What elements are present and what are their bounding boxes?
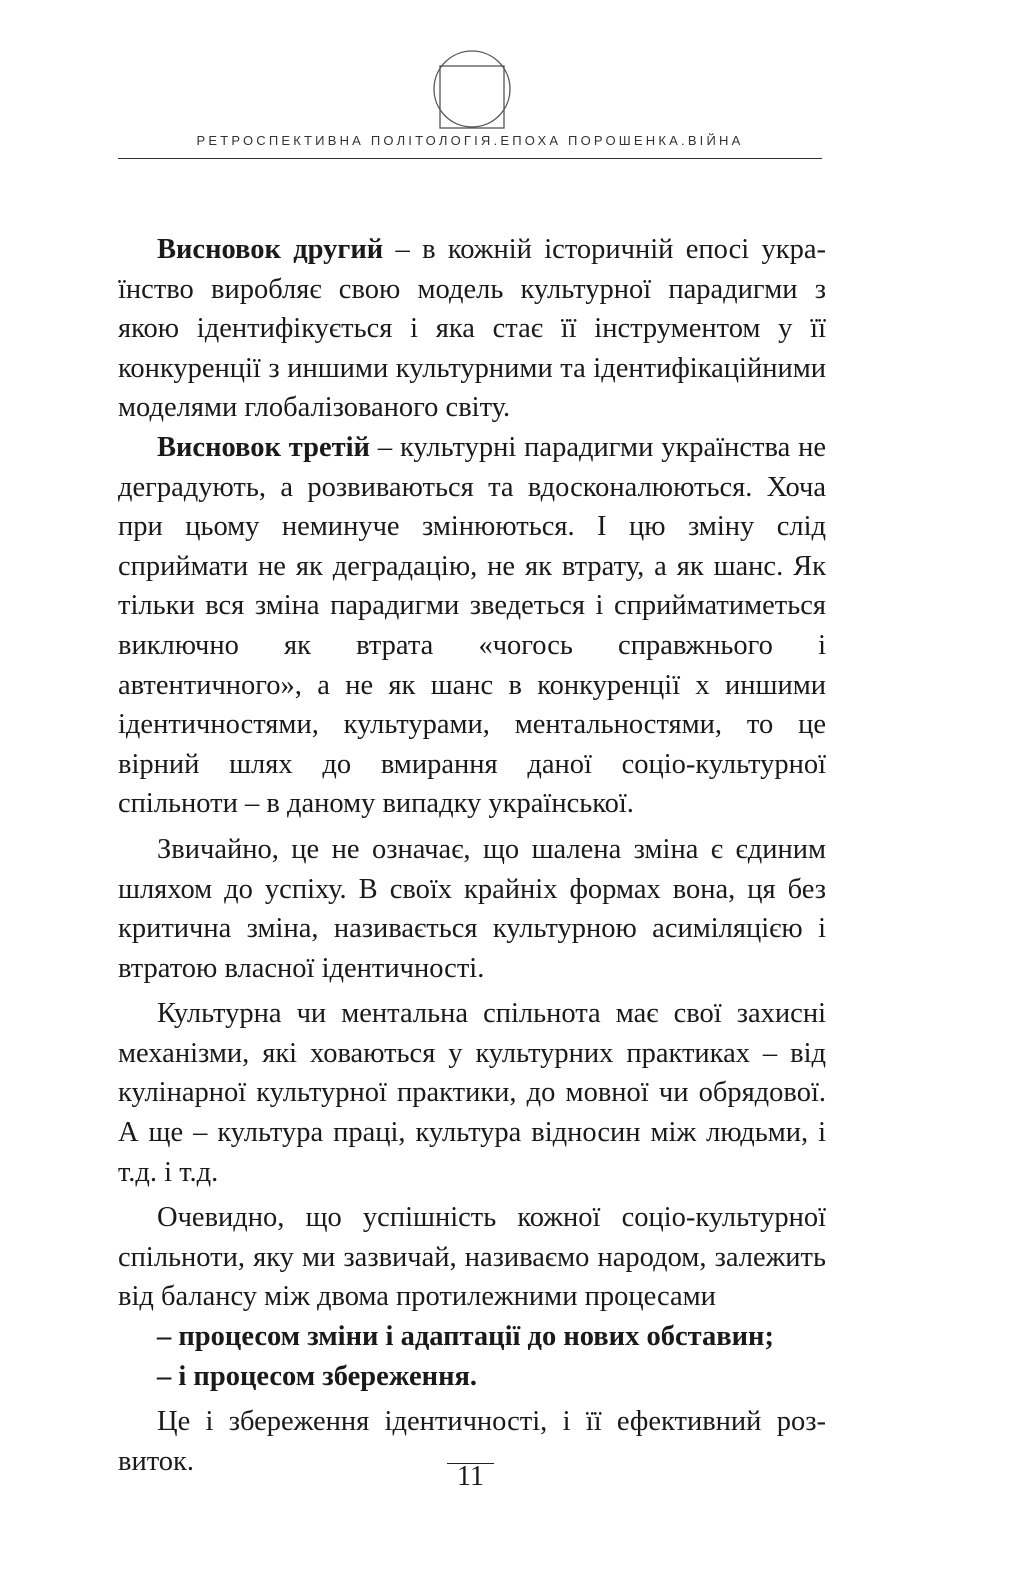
conclusion-three-text: – культурні парадигми українства не деградують, а розвиваються та вдосконалюються. Хоча при цьому неминуче змінюються. І цю зміну слід сприймати не як деградацію, не як втрату, а як шанс. Як тільки вся зміна парадигми зведеться і сприйматиметься виключно як втрата «чогось справжнього і автентичного», а не як шанс в конкуренції х иншими ідентичностями, культурами, ментальностями, то це вірний шлях до вмирання даної соціо-культурної спільноти – в даному випадку української.: [118, 431, 826, 820]
conclusion-two-lead: Висновок другий: [157, 234, 384, 265]
page-number: 11: [457, 1461, 484, 1492]
paragraph-text: Звичайно, це не означає, що шалена зміна є єдиним шляхом до успіху. В своїх крайніх формах вона, ця без критична зміна, називається культурною асиміляцією і втратою власної ідентичності.: [118, 833, 826, 984]
bold-list-item: – і процесом збереження.: [157, 1360, 478, 1392]
running-header: РЕТРОСПЕКТИВНА ПОЛІТОЛОГІЯ.ЕПОХА ПОРОШЕНКА.ВІЙНА: [196, 133, 744, 148]
paragraph-text: Культурна чи ментальна спільнота має свої захисні механізми, які ховаються у культурних практиках – від кулінарної культурної практики, до мовної чи обрядової. А ще – культура праці, культура відносин між людьми, і т.д. і т.д.: [118, 998, 826, 1188]
conclusion-two-text: – в кожній історичній епосі українство виробляє свою модель культурної парадигми з якою ідентифікується і яка стає її інструментом у її конкуренції з иншими культурними та ідентифікаційними моделями глобалізованого світу.: [118, 234, 826, 424]
circle-square-emblem-icon: [432, 48, 512, 130]
paragraph-conclusion-three: [118, 428, 826, 824]
header-divider: [118, 158, 822, 159]
paragraph-conclusion-two: [118, 230, 826, 428]
paragraph-text: Це і збереження ідентичності, і її ефективний розвиток.: [118, 1406, 826, 1477]
paragraph-text: Очевидно, що успішність кожної соціо-культурної спільноти, яку ми зазвичай, називаємо народом, залежить від балансу між двома протилежними процесами: [118, 1202, 826, 1313]
conclusion-three-lead: Висновок третій: [157, 431, 370, 463]
page-body: [118, 230, 826, 1481]
bold-list-item: – процесом зміни і адаптації до нових обставин;: [157, 1321, 774, 1353]
